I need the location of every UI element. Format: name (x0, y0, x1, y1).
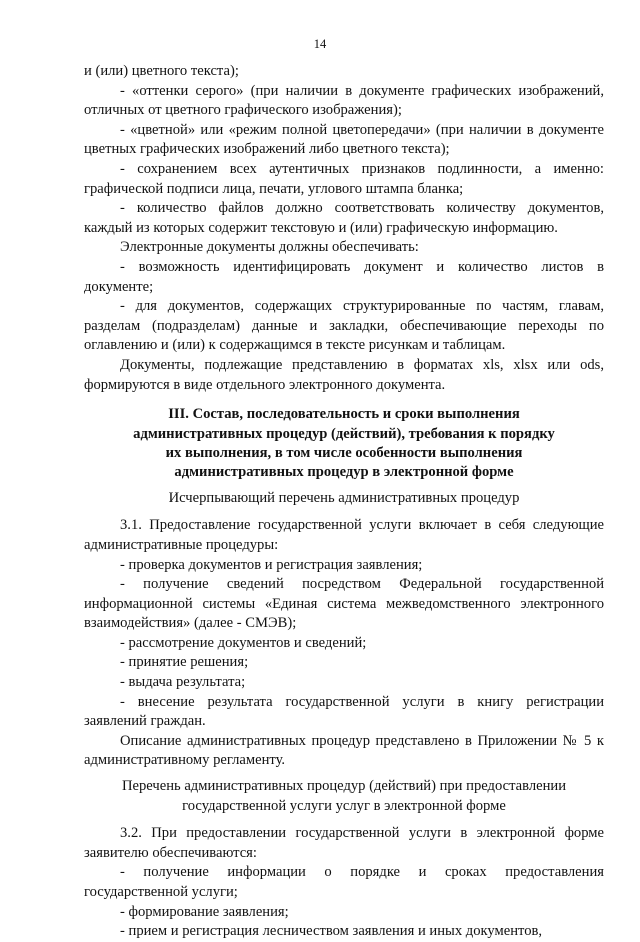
heading-line: административных процедур (действий), требования к порядку (133, 425, 555, 442)
section-heading (84, 405, 604, 483)
page-number: 14 (313, 37, 327, 51)
heading-line: их выполнения, в том числе особенности выполнения (165, 444, 523, 461)
paragraph: Электронные документы должны обеспечивать: (120, 239, 419, 256)
paragraph: - «оттенки серого» (при наличии в документе графических изображений, отличных от цветного графического изображения); (84, 82, 604, 119)
paragraph: - получение информации о порядке и сроках предоставления государственной услуги; (84, 864, 604, 900)
heading-line: Исчерпывающий перечень административных процедур (168, 489, 520, 506)
paragraph: - возможность идентифицировать документ и количество листов в документе; (84, 258, 604, 295)
paragraph: - принятие решения; (120, 654, 249, 671)
heading-line: административных процедур в электронной форме (174, 464, 514, 481)
subsection-heading (84, 777, 604, 816)
paragraph: - количество файлов должно соответствовать количеству документов, каждый из которых содержит текстовую и (или) графическую информацию. (84, 200, 604, 236)
heading-line: Перечень административных процедур (действий) при предоставлении (121, 778, 567, 795)
paragraph: - получение сведений посредством Федеральной государственной информационной системы «Единая система межведомственного электронного взаимодействия» (далее - СМЭВ); (84, 576, 604, 632)
document-body (84, 62, 604, 942)
paragraph: и (или) цветного текста); (84, 63, 239, 79)
paragraph: Документы, подлежащие представлению в форматах xls, xlsx или ods, формируются в виде отдельного электронного документа. (84, 356, 604, 393)
heading-line: государственной услуги услуг в электронной форме (182, 797, 506, 814)
paragraph: - прием и регистрация лесничеством заявления и иных документов, (120, 923, 543, 940)
paragraph: 3.2. При предоставлении государственной услуги в электронной форме заявителю обеспечиваются: (84, 825, 604, 861)
paragraph: 3.1. Предоставление государственной услуги включает в себя следующие административные процедуры: (84, 517, 604, 553)
paragraph: - проверка документов и регистрация заявления; (120, 556, 423, 573)
paragraph: - сохранением всех аутентичных признаков подлинности, а именно: графической подписи лица, печати, углового штампа бланка; (84, 160, 604, 197)
paragraph: Описание административных процедур представлено в Приложении № 5 к административному регламенту. (84, 732, 604, 769)
paragraph: - выдача результата; (120, 674, 246, 691)
subsection-heading (84, 489, 604, 509)
heading-line: III. Состав, последовательность и сроки выполнения (168, 406, 520, 423)
paragraph: - рассмотрение документов и сведений; (120, 634, 367, 651)
paragraph: - для документов, содержащих структурированные по частям, главам, разделам (подразделам) данные и закладки, обеспечивающие переходы по оглавлению и (или) к содержащимся в тексте рисункам и таблицам. (84, 298, 604, 354)
paragraph: - внесение результата государственной услуги в книгу регистрации заявлений граждан. (84, 693, 604, 730)
paragraph: - формирование заявления; (120, 903, 289, 920)
paragraph: - «цветной» или «режим полной цветопередачи» (при наличии в документе цветных графических изображений либо цветного текста); (84, 121, 604, 158)
